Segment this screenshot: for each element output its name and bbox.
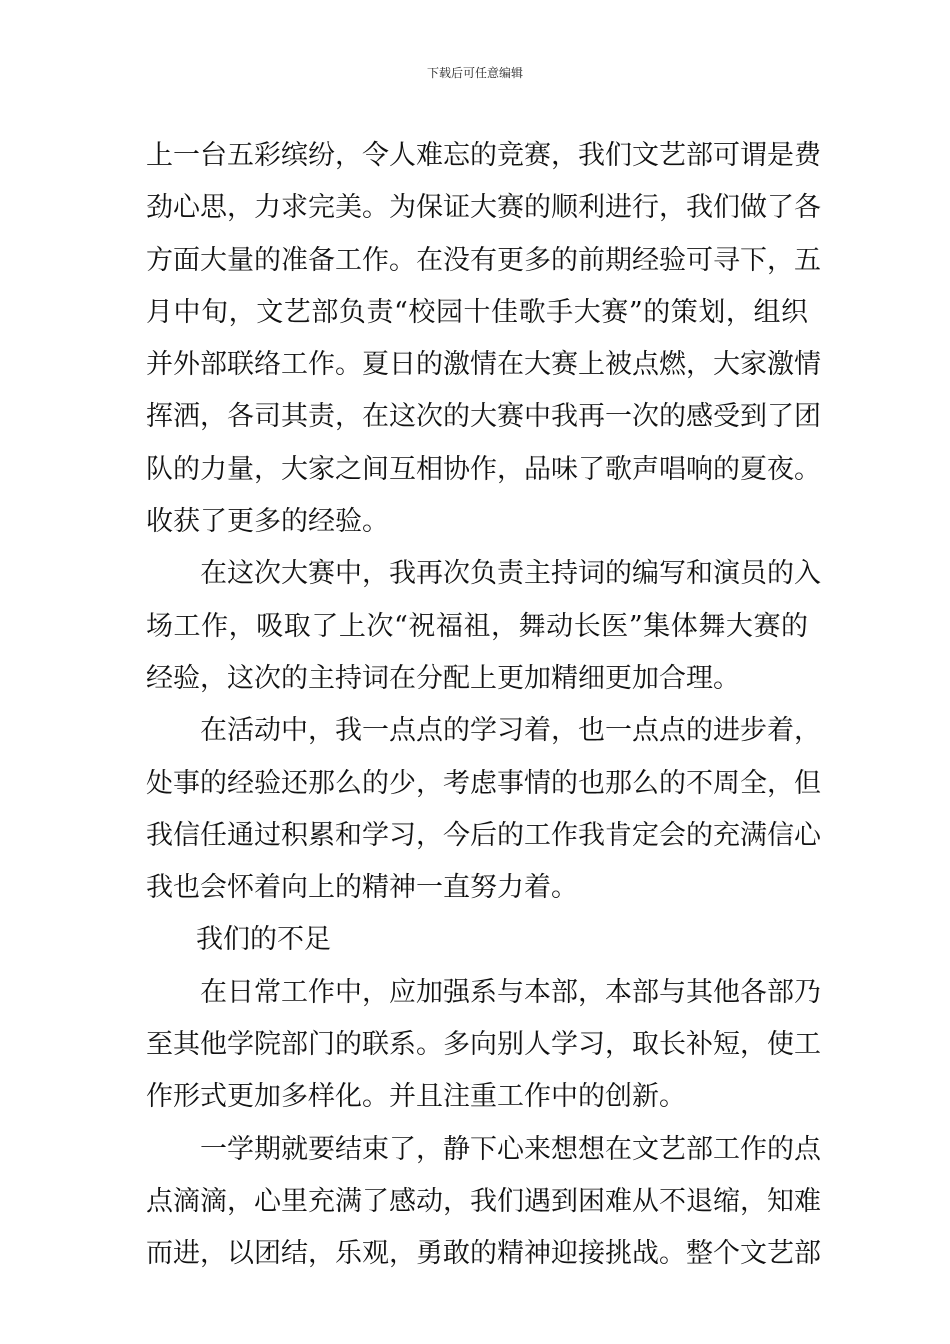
- body-line: 作形式更加多样化。并且注重工作中的创新。: [146, 1081, 686, 1113]
- body-line: 经验，这次的主持词在分配上更加精细更加合理。: [146, 662, 740, 694]
- body-line: 月中旬，文艺部负责“校园十佳歌手大赛”的策划，组织: [146, 296, 808, 328]
- body-line: 上一台五彩缤纷，令人难忘的竞赛，我们文艺部可谓是费: [146, 140, 821, 171]
- document-body: [146, 130, 821, 1281]
- page-header: 下载后可任意编辑: [426, 66, 523, 80]
- body-line: 场工作，吸取了上次“祝福祖，舞动长医”集体舞大赛的: [146, 610, 808, 642]
- body-line: 在这次大赛中，我再次负责主持词的编写和演员的入: [200, 558, 821, 590]
- body-line: 处事的经验还那么的少，考虑事情的也那么的不周全，但: [146, 767, 821, 799]
- body-line: 而进，以团结，乐观，勇敢的精神迎接挑战。整个文艺部: [146, 1238, 821, 1270]
- body-line: 挥洒，各司其责，在这次的大赛中我再一次的感受到了团: [146, 401, 821, 433]
- body-line: 至其他学院部门的联系。多向别人学习，取长补短，使工: [146, 1029, 821, 1061]
- body-line: 在日常工作中，应加强系与本部，本部与其他各部乃: [200, 976, 821, 1008]
- body-line: 在活动中，我一点点的学习着，也一点点的进步着，: [200, 715, 821, 747]
- body-line: 方面大量的准备工作。在没有更多的前期经验可寻下，五: [146, 244, 821, 276]
- body-line: 我也会怀着向上的精神一直努力着。: [146, 872, 578, 904]
- body-line: 队的力量，大家之间互相协作，品味了歌声唱响的夏夜。: [146, 453, 821, 485]
- body-line: 并外部联络工作。夏日的激情在大赛上被点燃，大家激情: [146, 349, 821, 381]
- body-line: 一学期就要结束了，静下心来想想在文艺部工作的点: [200, 1133, 821, 1165]
- body-line: 我信任通过积累和学习，今后的工作我肯定会的充满信心: [146, 819, 821, 851]
- section-heading: 我们的不足: [196, 924, 331, 956]
- body-line: 点滴滴，心里充满了感动，我们遇到困难从不退缩，知难: [146, 1185, 821, 1217]
- body-line: 收获了更多的经验。: [146, 506, 389, 538]
- body-line: 劲心思，力求完美。为保证大赛的顺利进行，我们做了各: [146, 192, 821, 224]
